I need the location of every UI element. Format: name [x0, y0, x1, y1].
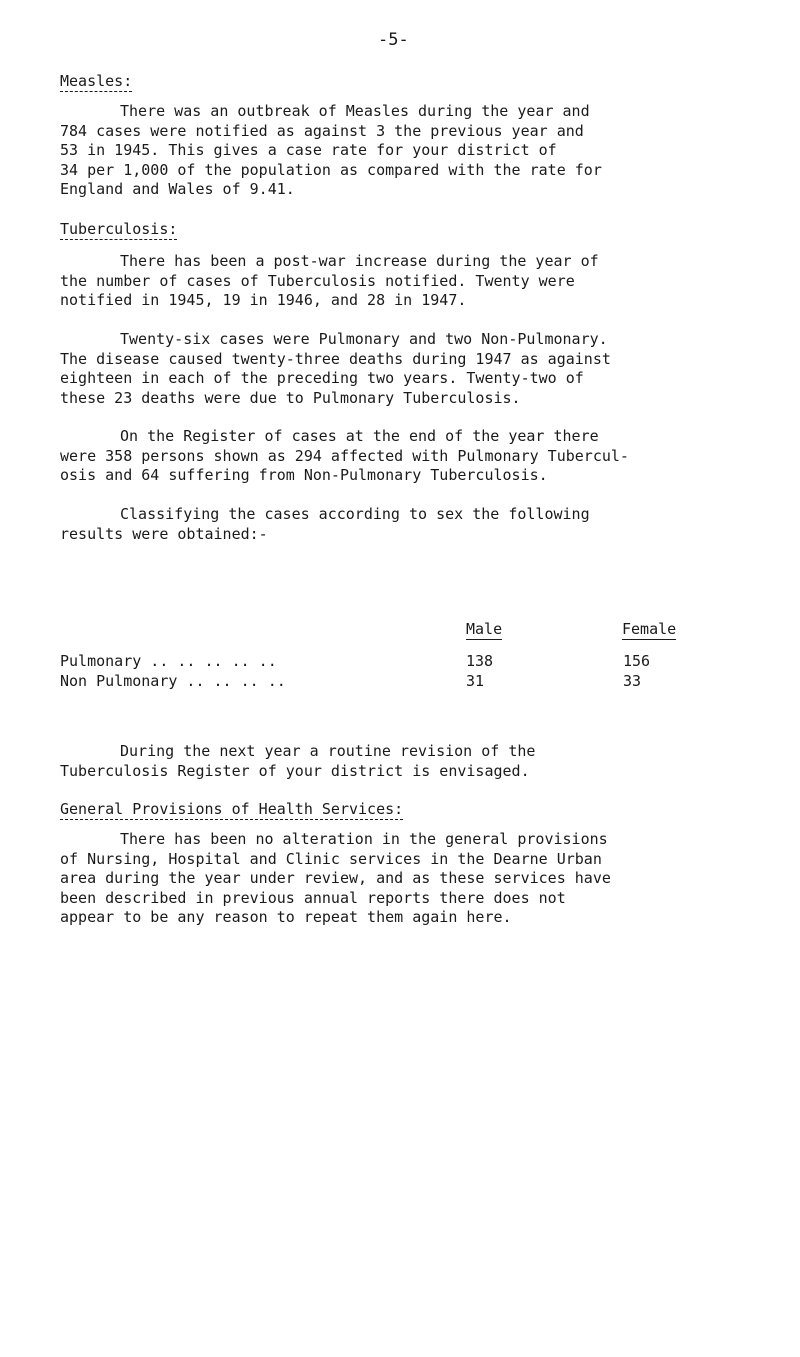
row-label: Non Pulmonary .. .. .. .. [60, 672, 286, 690]
general-provisions-paragraph: There has been no alteration in the general provisions of Nursing, Hospital and Clinic services in the Dearne Urban area during the year under review, and as these services have been described in previous annual reports there does not appear to be any reason to repeat them again here. [60, 830, 611, 926]
male-header-text: Male [466, 620, 503, 638]
page-number: -5- [378, 30, 409, 50]
female-count: 33 [623, 672, 642, 690]
male-column-header [466, 620, 502, 638]
male-count: 138 [466, 652, 494, 670]
table-row [60, 672, 760, 692]
table-row [60, 652, 760, 672]
measles-paragraph: There was an outbreak of Measles during the year and 784 cases were notified as against 3 the previous year and 53 in 1945. This gives a case rate for your district of 34 per 1,000 of the population as compared with the rate for England and Wales of 9.41. [60, 102, 602, 198]
measles-heading [60, 72, 132, 90]
tuberculosis-paragraph-1: There has been a post-war increase during the year of the number of cases of Tuberculosis notified. Twenty were notified in 1945, 19 in 1946, and 28 in 1947. [60, 252, 599, 309]
measles-heading-text: Measles: [60, 72, 133, 90]
female-header-text: Female [622, 620, 677, 638]
tuberculosis-paragraph-5: During the next year a routine revision of the Tuberculosis Register of your district is envisaged. [60, 742, 536, 780]
tuberculosis-paragraph-2: Twenty-six cases were Pulmonary and two Non-Pulmonary. The disease caused twenty-three deaths during 1947 as against eighteen in each of the preceding two years. Twenty-two of these 23 deaths were due to Pulmonary Tuberculosis. [60, 330, 611, 407]
tuberculosis-paragraph-3: On the Register of cases at the end of the year there were 358 persons shown as 294 affected with Pulmonary Tubercul- osis and 64 suffering from Non-Pulmonary Tuberculosis. [60, 427, 629, 484]
male-count: 31 [466, 672, 485, 690]
tuberculosis-heading-text: Tuberculosis: [60, 220, 178, 238]
female-column-header [622, 620, 676, 638]
female-count: 156 [623, 652, 651, 670]
row-label: Pulmonary .. .. .. .. .. [60, 652, 277, 670]
tuberculosis-paragraph-4: Classifying the cases according to sex the following results were obtained:- [60, 505, 590, 543]
general-provisions-heading-text: General Provisions of Health Services: [60, 800, 404, 818]
general-provisions-heading [60, 800, 403, 818]
tuberculosis-heading [60, 220, 177, 238]
